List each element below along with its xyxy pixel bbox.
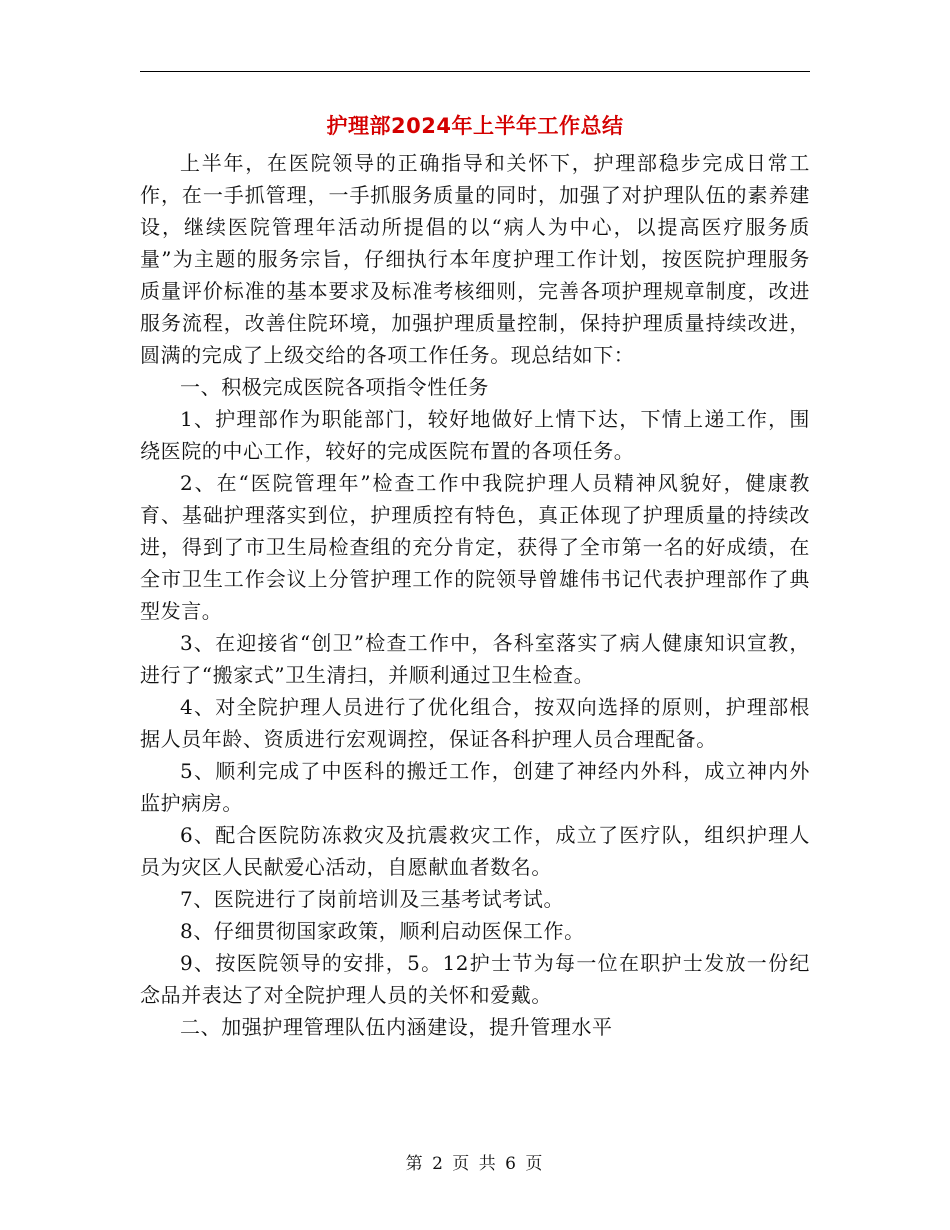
list-item: 3、在迎接省“创卫”检查工作中，各科室落实了病人健康知识宣教，进行了“搬家式”卫生清扫，并顺利通过卫生检查。 xyxy=(140,631,810,687)
page-number: 第 2 页 共 6 页 xyxy=(405,1154,545,1174)
paragraph-intro: 上半年，在医院领导的正确指导和关怀下，护理部稳步完成日常工作，在一手抓管理，一手抓服务质量的同时，加强了对护理队伍的素养建设，继续医院管理年活动所提倡的以“病人为中心，以提高医疗服务质量”为主题的服务宗旨，仔细执行本年度护理工作计划，按医院护理服务质量评价标准的基本要求及标准考核细则，完善各项护理规章制度，改进服务流程，改善住院环境，加强护理质量控制，保持护理质量持续改进，圆满的完成了上级交给的各项工作任务。现总结如下： xyxy=(140,151,810,367)
document-body xyxy=(140,147,810,1043)
list-item: 5、顺利完成了中医科的搬迁工作，创建了神经内外科，成立神内外监护病房。 xyxy=(140,759,810,815)
section-heading-2: 二、加强护理管理队伍内涵建设，提升管理水平 xyxy=(180,1015,613,1039)
list-item: 6、配合医院防冻救灾及抗震救灾工作，成立了医疗队，组织护理人员为灾区人民献爱心活动，自愿献血者数名。 xyxy=(140,823,810,879)
list-item: 2、在“医院管理年”检查工作中我院护理人员精神风貌好，健康教育、基础护理落实到位，护理质控有特色，真正体现了护理质量的持续改进，得到了市卫生局检查组的充分肯定，获得了全市第一名的好成绩，在全市卫生工作会议上分管护理工作的院领导曾雄伟书记代表护理部作了典型发言。 xyxy=(140,471,810,623)
document-title: 护理部2024年上半年工作总结 xyxy=(326,114,624,138)
list-item: 8、仔细贯彻国家政策，顺利启动医保工作。 xyxy=(180,919,585,943)
section-heading-1: 一、积极完成医院各项指令性任务 xyxy=(180,375,489,399)
list-item: 7、医院进行了岗前培训及三基考试考试。 xyxy=(180,887,565,911)
list-item: 1、护理部作为职能部门，较好地做好上情下达，下情上递工作，围绕医院的中心工作，较好的完成医院布置的各项任务。 xyxy=(140,407,810,463)
header-rule xyxy=(140,71,810,72)
list-item: 4、对全院护理人员进行了优化组合，按双向选择的原则，护理部根据人员年龄、资质进行宏观调控，保证各科护理人员合理配备。 xyxy=(140,695,810,751)
list-item: 9、按医院领导的安排，5。12护士节为每一位在职护士发放一份纪念品并表达了对全院护理人员的关怀和爱戴。 xyxy=(140,951,810,1007)
